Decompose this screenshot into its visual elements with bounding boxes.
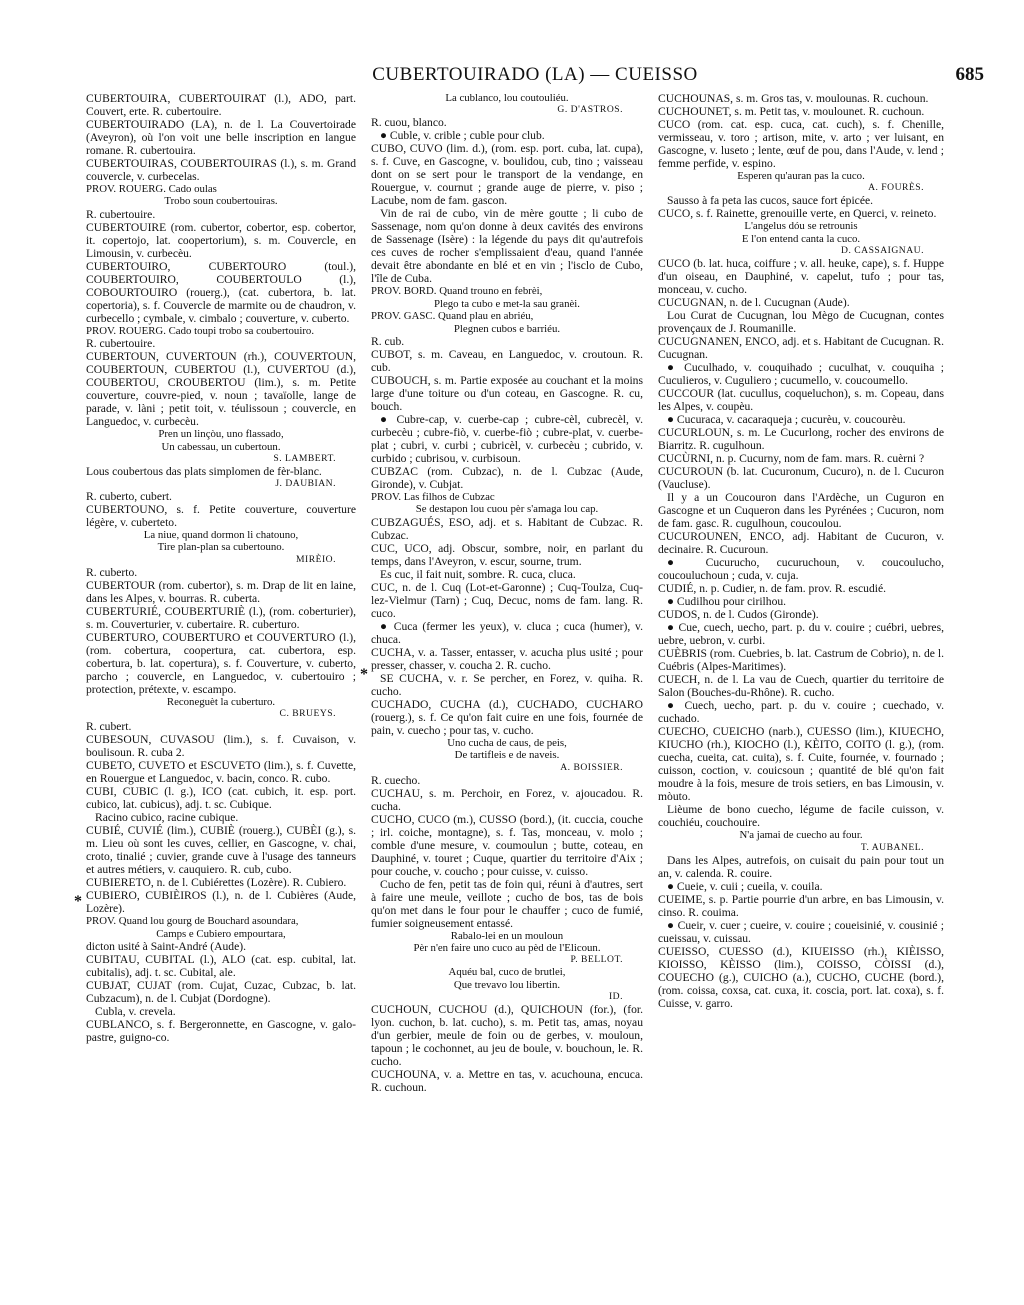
dictionary-entry: CUEIME, s. p. Partie pourrie d'un arbre, en bas Limousin, v. cinso. R. couima. bbox=[658, 892, 944, 919]
dictionary-entry: CUECHO, CUEICHO (narb.), CUESSO (lim.), KIUECHO, KIUCHO (rh.), KIOCHO (l.), KÈITO, COITO (l. g.), (rom. cuecha, cueita, cat. cuita), s. f. Cuite, fournée, v. fournado ; cuisson, coction, v. couicsoun ; quantité de blé qu'on fait moudre à la fois, mesure de trois setiers, en bas Limousin, v. mòuto. bbox=[658, 725, 944, 804]
proverb-line: PROV. GASC. Quand plau en abriéu, bbox=[371, 310, 534, 323]
entry-subparagraph: Lou Curat de Cucugnan, lou Mègo de Cucugnan, contes provençaux de J. Roumanille. bbox=[658, 309, 944, 336]
entry-subparagraph: Cucho de fen, petit tas de foin qui, réuni à d'autres, sert à faire une meule, veillote ; cucho de bos, tas de bois qu'on met dans le four pour le chauffer ; cuco de fumié, fumier soigneusement entassé. bbox=[371, 877, 643, 930]
asterisk-marker: * bbox=[360, 666, 368, 683]
dictionary-entry: CUCUGNANEN, ENCO, adj. et s. Habitant de Cucugnan. R. Cucugnan. bbox=[658, 335, 944, 362]
dictionary-entry: CUC, n. de l. Cuq (Lot-et-Garonne) ; Cuq-Toulza, Cuq-lez-Vielmur (Tarn) ; Cuq, Decuc, noms de fam. lang. R. cuco. bbox=[371, 580, 643, 620]
dictionary-entry: CUC, UCO, adj. Obscur, sombre, noir, en parlant du temps, dans l'Aveyron, v. escur, sourne, trum. bbox=[371, 541, 643, 568]
verse-quotation: Que trevavo lou libertin. bbox=[453, 978, 561, 991]
entry-subparagraph: ● Cucuraca, v. cacaraqueja ; cucurèu, v. coucourèu. bbox=[667, 413, 906, 427]
dictionary-entry: CUBITAU, CUBITAL (l.), ALO (cat. esp. cubital, lat. cubitalis), adj. t. sc. Cubital, ale. bbox=[86, 953, 356, 980]
dictionary-entry: CUBJAT, CUJAT (rom. Cujat, Cuzac, Cubzac, b. lat. Cubzacum), n. de l. Cubjat (Dordogne). bbox=[86, 979, 356, 1006]
dictionary-entry: CUECH, n. de l. La vau de Cuech, quartier du territoire de Salon (Bouches-du-Rhône). R. cucho. bbox=[658, 673, 944, 700]
running-title: CUBERTOUIRADO (LA) — CUEISSO bbox=[372, 64, 698, 85]
dictionary-entry: CUCHO, CUCO (m.), CUSSO (bord.), (it. cuccia, couche ; irl. coiche, montagne), s. f. Tas, monceau, v. molo ; comble d'une mesure, v. coumoulun ; butte, coteau, en Dauphiné, v. touret ; Cuque, quartier du territoire d'Aix ; pour couche, v. coucho ; pour cuisse, v. cuisso. bbox=[371, 812, 643, 878]
dictionary-entry: CUBERTOUIRE (rom. cubertor, cobertor, esp. cobertor, it. copertojo, lat. coopertorium), s. m. Couvercle, en Limousin, v. curbecèu. bbox=[86, 220, 356, 260]
dictionary-entry: CUCHOUN, CUCHOU (d.), QUICHOUN (for.), (for. lyon. cuchon, b. lat. cucho), s. m. Petit tas, amas, noyau d'un gerbier, meule de foin ou de gerbes, v. mouloun, tapoun ; le cochonnet, au jeu de boule, v. bouchoun, le. R. cucho. bbox=[371, 1003, 643, 1069]
dictionary-entry: CUBERTOUR (rom. cubertor), s. m. Drap de lit en laine, dans les Alpes, v. bourras. R. cuberta. bbox=[86, 578, 356, 605]
entry-subparagraph: Cubla, v. crevela. bbox=[95, 1005, 176, 1019]
page-header bbox=[86, 64, 984, 88]
dictionary-entry: CUCHA, v. a. Tasser, entasser, v. acucha plus usité ; pour presser, chasser, v. coucha 2. R. cucho. bbox=[371, 645, 643, 672]
dictionary-entry: R. cubertouire. bbox=[86, 207, 156, 221]
quotation-author: G. D'ASTROS. bbox=[557, 104, 623, 116]
entry-subparagraph: ● Cuca (fermer les yeux), v. cluca ; cuca (humer), v. chuca. bbox=[371, 619, 643, 646]
dictionary-entry: CUCUGNAN, n. de l. Cucugnan (Aude). bbox=[658, 296, 850, 310]
verse-quotation: Uno cucha de caus, de peis, bbox=[447, 736, 567, 749]
entry-subparagraph: ● Cucurucho, cucuruchoun, v. coucoulucho, coucouluchoun ; cuda, v. cuja. bbox=[658, 556, 944, 583]
quotation-author: S. LAMBERT. bbox=[273, 453, 336, 465]
dictionary-entry: CUBIERO, CUBIÈIROS (l.), n. de l. Cubières (Aude, Lozère). bbox=[86, 889, 356, 916]
quotation-author: A. FOURÈS. bbox=[868, 182, 924, 194]
quotation-author: P. BELLOT. bbox=[570, 954, 623, 966]
column-middle bbox=[371, 92, 643, 1288]
dictionary-entry: Lous coubertous das plats simplomen de fèr-blanc. bbox=[86, 465, 322, 479]
verse-quotation: N'a jamai de cuecho au four. bbox=[739, 829, 863, 842]
dictionary-entry: CUCUROUNEN, ENCO, adj. Habitant de Cucuron, v. decinaire. R. Cucuroun. bbox=[658, 530, 944, 557]
dictionary-entry: CUCHOUNAS, s. m. Gros tas, v. moulounas. R. cuchoun. bbox=[658, 92, 929, 105]
dictionary-entry: R. cubert. bbox=[86, 720, 132, 734]
entry-subparagraph: Vin de rai de cubo, vin de mère goutte ; li cubo de Sassenage, nom qu'on donne à deux cavités des environs de Sassenage (Isère) : la légende du pays dit qu'autrefois ces cuves de rocher s'emplissaient d'eau, quand l'année devait être abondante en blé et en vin ; l'isclo de Cubo, l'île de Cuba. bbox=[371, 207, 643, 286]
dictionary-entry: CUBESOUN, CUVASOU (lim.), s. f. Cuvaison, v. boulisoun. R. cuba 2. bbox=[86, 733, 356, 760]
verse-quotation: Camps e Cubiero empourtara, bbox=[156, 927, 286, 940]
dictionary-entry: CUBO, CUVO (lim. d.), (rom. esp. port. cuba, lat. cupa), s. f. Cuve, en Gascogne, v. boulidou, cub, tino ; vaisseau dont on se sert pour le transport de la vendange, en Rouergue, v. cournut ; grande auge de pierre, v. piso ; Lacube, nom de fam. gascon. bbox=[371, 142, 643, 208]
verse-quotation: Un cabessau, un cubertoun. bbox=[161, 440, 281, 453]
dictionary-entry: CUCHAU, s. m. Perchoir, en Forez, v. ajoucadou. R. cucha. bbox=[371, 786, 643, 813]
entry-subparagraph: ● Cueie, v. cuii ; cueila, v. couila. bbox=[667, 879, 823, 893]
verse-quotation: Plegnen cubos e barriéu. bbox=[453, 322, 561, 335]
entry-subparagraph: Lièume de bono cuecho, légume de facile cuisson, v. couchiéu, couchouire. bbox=[658, 803, 944, 830]
dictionary-entry: CUBERTOUIRA, CUBERTOUIRAT (l.), ADO, part. Couvert, erte. R. cubertouire. bbox=[86, 92, 356, 118]
entry-subparagraph: ● Cuble, v. crible ; cuble pour club. bbox=[380, 129, 545, 143]
proverb-line: PROV. BORD. Quand trouno en febrèi, bbox=[371, 285, 543, 298]
dictionary-entry: CUCUROUN (b. lat. Cucuronum, Cucuro), n. de l. Cucuron (Vaucluse). bbox=[658, 465, 944, 492]
entry-subparagraph: Dans les Alpes, autrefois, on cuisait du pain pour tout un an, v. calenda. R. couire. bbox=[658, 853, 944, 880]
dictionary-entry: CUCCOUR (lat. cucullus, coqueluchon), s. m. Copeau, dans les Alpes, v. coupèu. bbox=[658, 387, 944, 414]
dictionary-entry: CUBERTOUNO, s. f. Petite couverture, couverture légère, v. cuberteto. bbox=[86, 503, 356, 530]
verse-quotation: La niue, quand dormon li chatouno, bbox=[143, 529, 299, 542]
entry-subparagraph: ● Cudilhou pour cirilhou. bbox=[667, 595, 787, 609]
entry-subparagraph: ● Cubre-cap, v. cuerbe-cap ; cubre-cèl, cubrecèl, v. curbecèu ; cubre-fiò, v. cuerbe-fiò ; cubre-plat, v. cuerbe-plat ; cubri, v. curbi ; cubricèl, v. curbecèu ; cubrido, v. curbido ; cubrisou, v. curbisoun. bbox=[371, 413, 643, 466]
dictionary-entry: dicton usité à Saint-André (Aude). bbox=[86, 940, 247, 954]
dictionary-entry: CUCHADO, CUCHA (d.), CUCHADO, CUCHARO (rouerg.), s. f. Ce qu'on fait cuire en une fois, fournée de pain, v. cuecho ; pour tas, v. cucho. bbox=[371, 697, 643, 737]
dictionary-entry: CUBERTOUN, CUVERTOUN (rh.), COUVERTOUN, COUBERTOUN, CUBERTOU (l.), CUVERTOU (d.), COUBERTOU, CROUBERTOU (lim.), s. m. Petite couverture, couvre-pied, v. noun ; tavaïolle, lange de parade, v. làni ; petit toit, v. téulissoun ; couvercle, en Languedoc, v. curbecèu. bbox=[86, 350, 356, 429]
dictionary-entry: CUCO, s. f. Rainette, grenouille verte, en Querci, v. reineto. bbox=[658, 207, 937, 221]
dictionary-entry: CUDOS, n. de l. Cudos (Gironde). bbox=[658, 608, 819, 622]
dictionary-entry: CUBOT, s. m. Caveau, en Languedoc, v. croutoun. R. cub. bbox=[371, 348, 643, 375]
dictionary-entry: R. cuecho. bbox=[371, 773, 421, 787]
proverb-line: PROV. Las filhos de Cubzac bbox=[371, 491, 495, 504]
dictionary-entry: CUBIÉ, CUVIÉ (lim.), CUBIÈ (rouerg.), CUBÈI (g.), s. m. Lieu où sont les cuves, cellier, en Gascogne, v. chai, croto, tinalié ; cuvier, grande cuve à l'usage des tanneurs et autres métiers, v. cauquiero. R. cub, cubo. bbox=[86, 824, 356, 877]
dictionary-entry: CUBZAGUÉS, ESO, adj. et s. Habitant de Cubzac. R. Cubzac. bbox=[371, 515, 643, 542]
entry-subparagraph: ● Cue, cuech, uecho, part. p. du v. couire ; cuébri, uebres, uebre, uebron, v. curbi. bbox=[658, 621, 944, 648]
dictionary-entry: CUBERTURIÉ, COUBERTURIÈ (l.), (rom. coberturier), s. m. Couverturier, v. cubertaire. R. cuberturo. bbox=[86, 604, 356, 631]
dictionary-entry: CUBOUCH, s. m. Partie exposée au couchant et la moins large d'une toiture ou d'un coteau, en Gascogne. R. cu, bouch. bbox=[371, 374, 643, 414]
entry-subparagraph: Il y a un Coucouron dans l'Ardèche, un Cuguron en Gascogne et un Cuqueron dans les Pyrénées ; Cucuron, nom de fam. gasc. R. cugulhoun, coucoulou. bbox=[658, 491, 944, 531]
text-columns bbox=[86, 92, 986, 1288]
dictionary-entry: CUBETO, CUVETO et ESCUVETO (lim.), s. f. Cuvette, en Rouergue et Languedoc, v. bacin, conco. R. cubo. bbox=[86, 759, 356, 786]
proverb-line: PROV. Quand lou gourg de Bouchard asoundara, bbox=[86, 915, 299, 928]
verse-quotation: Rabalo-lei en un mouloun bbox=[450, 929, 564, 942]
asterisk-marker: * bbox=[74, 893, 82, 910]
quotation-author: C. BRUEYS. bbox=[279, 708, 336, 720]
dictionary-entry: R. cubertouire. bbox=[86, 337, 156, 351]
entry-subparagraph: Es cuc, il fait nuit, sombre. R. cuca, cluca. bbox=[380, 567, 576, 581]
dictionary-entry: R. cuou, blanco. bbox=[371, 116, 447, 130]
verse-quotation: Tire plan-plan sa cubertouno. bbox=[157, 541, 285, 554]
verse-quotation: Pren un linçòu, uno flassado, bbox=[158, 428, 284, 441]
page-number: 685 bbox=[955, 64, 984, 85]
dictionary-entry: CUBERTURO, COUBERTURO et COUVERTURO (l.), (rom. cobertura, coopertura, cat. cubertora, esp. cobertura, b. lat. copertura), s. f. Couverture, v. cuberto, parcho ; couvercle, en Languedoc, v. cubertouiro ; protection, prétexte, v. escampo. bbox=[86, 630, 356, 696]
dictionary-entry: CUBERTOUIRO, CUBERTOURO (toul.), COUBERTOUIRO, COUBERTOULO (l.), COBOURTOUIRO (rouerg.), (cat. cubertora, b. lat. copertoria), s. f. Couvercle de marmite ou de chaudron, v. curbecello ; cymbale, v. cimbalo ; couverture, v. cuberto. bbox=[86, 259, 356, 325]
quotation-author: MIRÈIO. bbox=[295, 553, 336, 565]
proverb-line: PROV. ROUERG. Cado toupi trobo sa coubertouiro. bbox=[86, 324, 315, 337]
verse-quotation: Reconeguèt la cuberturo. bbox=[166, 695, 276, 708]
column-left bbox=[86, 92, 356, 1288]
dictionary-entry: CUBERTOUIRADO (LA), n. de l. La Couvertoirade (Aveyron), où l'on voit une belle inscription en langue romane. R. cubertouira. bbox=[86, 118, 356, 157]
proverb-line: PROV. ROUERG. Cado oulas bbox=[86, 183, 217, 195]
dictionary-entry: CUCO (b. lat. huca, coiffure ; v. all. heuke, cape), s. f. Huppe d'un oiseau, en Dauphiné, v. capelut, tufo ; pour tas, monceau, v. cucho. bbox=[658, 257, 944, 297]
dictionary-entry: R. cuberto, cubert. bbox=[86, 490, 172, 504]
verse-quotation: Esperen qu'auran pas la cuco. bbox=[737, 170, 865, 182]
verse-quotation: E l'on entend canta la cuco. bbox=[741, 232, 861, 245]
dictionary-entry: R. cub. bbox=[371, 335, 405, 349]
dictionary-entry: CUDIÉ, n. p. Cudier, n. de fam. prov. R. escudié. bbox=[658, 582, 887, 596]
verse-quotation: De tartifleis e de naveis. bbox=[454, 749, 560, 762]
entry-subparagraph: ● Cueir, v. cuer ; cueire, v. couire ; coueisinié, v. cousinié ; cueissau, v. cuissau. bbox=[658, 918, 944, 945]
entry-subparagraph: ● Cuech, uecho, part. p. du v. couire ; cuechado, v. cuchado. bbox=[658, 699, 944, 726]
quotation-author: T. AUBANEL. bbox=[860, 841, 924, 853]
verse-quotation: Trobo soun coubertouiras. bbox=[164, 195, 278, 208]
dictionary-entry: CUBERTOUIRAS, COUBERTOUIRAS (l.), s. m. Grand couvercle, v. curbecelas. bbox=[86, 157, 356, 183]
dictionary-entry: CUCÙRNI, n. p. Cucurny, nom de fam. mars. R. cuèrni ? bbox=[658, 452, 925, 466]
verse-quotation: Se destapon lou cuou pèr s'amaga lou cap. bbox=[415, 503, 599, 516]
verse-quotation: L'angelus dóu se retrounis bbox=[744, 220, 858, 233]
verse-quotation: Pèr n'en faire uno cuco au pèd de l'Elicoun. bbox=[413, 942, 601, 955]
entry-subparagraph: ● Cuculhado, v. couquihado ; cuculhat, v. couquiha ; Cuculieros, v. Cuguliero ; cucumello, v. coucoumello. bbox=[658, 361, 944, 388]
verse-quotation: La cublanco, lou coutouliéu. bbox=[445, 92, 569, 104]
verse-quotation: Plego ta cubo e met-la sau granèi. bbox=[433, 297, 580, 310]
entry-subparagraph: Racino cubico, racine cubique. bbox=[95, 811, 239, 825]
dictionary-entry: CUCO (rom. cat. esp. cuca, cat. cuch), s. f. Chenille, vermisseau, v. toro ; artison, mite, v. arto ; ver luisant, en Gascogne, v. luseto ; lente, œuf de pou, dans l'Aude, v. lend ; femme perfide, v. espino. bbox=[658, 118, 944, 170]
dictionary-entry: CUÈBRIS (rom. Cuebries, b. lat. Castrum de Cobrio), n. de l. Cuébris (Alpes-Maritimes). bbox=[658, 647, 944, 674]
entry-subparagraph: SE CUCHA, v. r. Se percher, en Forez, v. quiha. R. cucho. bbox=[371, 671, 643, 698]
entry-subparagraph: Sausso à fa peta las cucos, sauce fort épicée. bbox=[667, 194, 874, 208]
dictionary-entry: CUBI, CUBIC (l. g.), ICO (cat. cubich, it. esp. port. cubico, lat. cubicus), adj. t. sc. Cubique. bbox=[86, 785, 356, 812]
quotation-author: J. DAUBIAN. bbox=[275, 478, 336, 490]
quotation-author: D. CASSAIGNAU. bbox=[841, 245, 924, 257]
dictionary-entry: CUBIERETO, n. de l. Cubiérettes (Lozère). R. Cubiero. bbox=[86, 876, 347, 890]
dictionary-entry: CUBZAC (rom. Cubzac), n. de l. Cubzac (Aude, Gironde), v. Cubjat. bbox=[371, 465, 643, 492]
column-right bbox=[658, 92, 944, 1288]
dictionary-entry: CUEISSO, CUESSO (d.), KIUEISSO (rh.), KIÈISSO, KIOISSO, KÈISSO (lim.), COISSO, CÒISSI (d.), COUECHO (g.), CUICHO (a.), CUCHO, CUCHE (bord.), (rom. coissa, coxsa, cat. cuxa, it. coscia, port. lat. coxa), s. f. Cuisse, v. garro. bbox=[658, 944, 944, 1010]
quotation-author: ID. bbox=[608, 991, 623, 1003]
dictionary-entry: CUCHOUNA, v. a. Mettre en tas, v. acuchouna, encuca. R. cuchoun. bbox=[371, 1068, 643, 1095]
quotation-author: A. BOISSIER. bbox=[560, 761, 623, 773]
verse-quotation: Aquéu bal, cuco de brutlei, bbox=[448, 966, 566, 979]
dictionary-entry: CUCHOUNET, s. m. Petit tas, v. moulounet. R. cuchoun. bbox=[658, 105, 925, 118]
dictionary-entry: CUBLANCO, s. f. Bergeronnette, en Gascogne, v. galo-pastre, guigno-co. bbox=[86, 1018, 356, 1045]
dictionary-entry: CUCURLOUN, s. m. Le Cucurlong, rocher des environs de Biarritz. R. cugulhoun. bbox=[658, 426, 944, 453]
dictionary-entry: R. cuberto. bbox=[86, 565, 138, 579]
